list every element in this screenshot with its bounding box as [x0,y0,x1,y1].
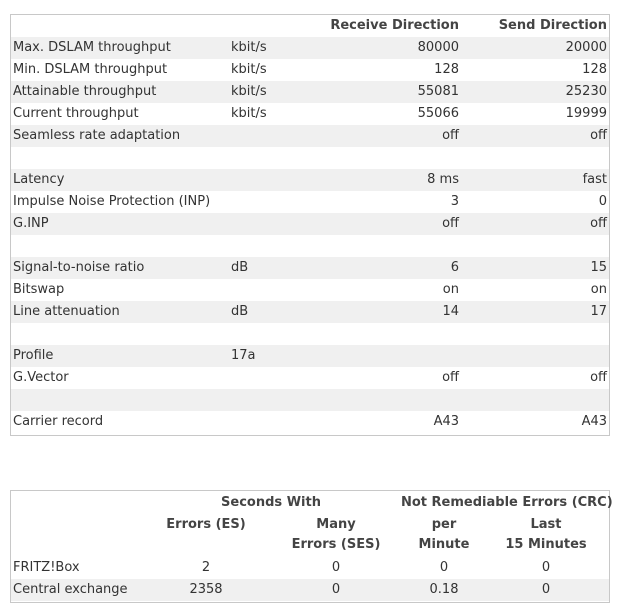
receive-value: 14 [442,304,459,319]
table-row [11,59,609,81]
send-value: fast [582,172,607,187]
row-unit: kbit/s [231,106,267,121]
send-value: off [590,370,607,385]
receive-value: 8 ms [427,172,459,187]
per-header: per [431,517,457,532]
receive-value: 128 [434,62,459,77]
last-15-value: 0 [541,560,551,575]
send-value: 25230 [565,84,607,99]
row-label: Latency [13,172,65,187]
row-label: Bitswap [13,282,65,297]
table-row [11,323,609,345]
row-label: Impulse Noise Protection (INP) [13,194,211,209]
row-label: Signal-to-noise ratio [13,260,145,275]
row-unit: dB [231,304,249,319]
send-value: 17 [590,304,607,319]
errors-ses-header: Errors (SES) [291,537,381,552]
row-label: Line attenuation [13,304,120,319]
send-value: 15 [590,260,607,275]
minute-header: Minute [418,537,470,552]
send-value: 19999 [565,106,607,121]
table-row [11,279,609,301]
row-label: Attainable throughput [13,84,157,99]
table-row [11,125,609,147]
table-header-row [11,15,609,37]
row-label: Min. DSLAM throughput [13,62,168,77]
row-label: Carrier record [13,414,104,429]
receive-value: A43 [433,414,459,429]
row-label: G.INP [13,216,49,231]
row-label: G.Vector [13,370,69,385]
dsl-line-table [10,14,610,436]
row-label: Seamless rate adaptation [13,128,181,143]
row-label: Profile [13,348,54,363]
table-row [11,81,609,103]
receive-value: off [442,370,459,385]
send-value: A43 [581,414,607,429]
crc-errors-header: Not Remediable Errors (CRC) [401,495,613,510]
table-row [11,579,609,601]
fifteen-minutes-header: 15 Minutes [505,537,587,552]
es-value: 2 [201,560,211,575]
ses-value: 0 [331,582,341,597]
table-row [11,557,609,579]
receive-value: off [442,128,459,143]
receive-value: 55066 [417,106,459,121]
table-row [11,37,609,59]
last-header: Last [530,517,562,532]
row-unit: 17a [231,348,256,363]
ses-value: 0 [331,560,341,575]
send-value: 128 [582,62,607,77]
send-direction-header: Send Direction [498,18,607,33]
table-row [11,257,609,279]
many-header: Many [316,517,356,532]
error-counter-table [10,490,613,603]
table-row [11,345,609,367]
table-row [11,103,609,125]
table-row [11,367,609,389]
row-label: Central exchange [13,582,128,597]
receive-value: on [442,282,459,297]
send-value: off [590,128,607,143]
receive-value: 3 [450,194,459,209]
table-row [11,301,609,323]
row-label: Current throughput [13,106,139,121]
errors-es-header: Errors (ES) [166,517,246,532]
table-row [11,213,609,235]
table-row [11,191,609,213]
per-minute-value: 0.18 [429,582,459,597]
table-row [11,147,609,169]
table-row [11,411,609,433]
send-value: 0 [598,194,607,209]
per-minute-value: 0 [439,560,449,575]
send-value: on [590,282,607,297]
row-unit: dB [231,260,249,275]
table-row [11,169,609,191]
row-unit: kbit/s [231,40,267,55]
table-row [11,235,609,257]
last-15-value: 0 [541,582,551,597]
row-unit: kbit/s [231,62,267,77]
row-unit: kbit/s [231,84,267,99]
send-value: 20000 [565,40,607,55]
receive-direction-header: Receive Direction [330,18,459,33]
seconds-with-header: Seconds With [221,495,321,510]
table-row [11,389,609,411]
receive-value: 6 [450,260,459,275]
send-value: off [590,216,607,231]
receive-value: 80000 [417,40,459,55]
row-label: Max. DSLAM throughput [13,40,171,55]
receive-value: off [442,216,459,231]
row-label: FRITZ!Box [13,560,80,575]
receive-value: 55081 [417,84,459,99]
es-value: 2358 [189,582,223,597]
